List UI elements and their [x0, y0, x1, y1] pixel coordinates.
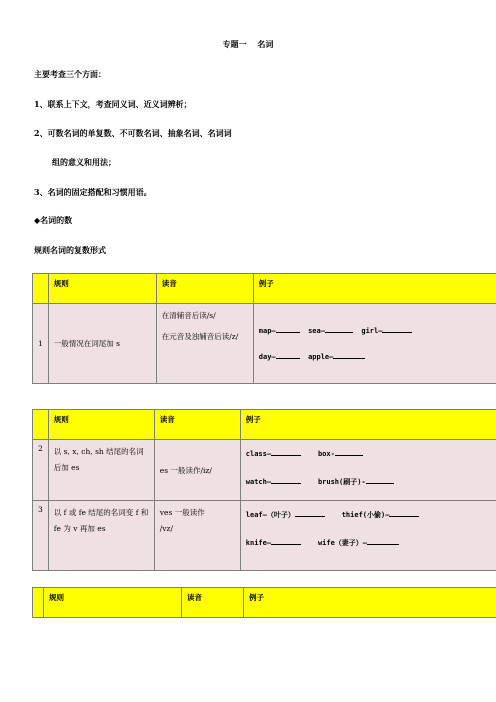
answer-blank[interactable]	[271, 537, 301, 545]
table3-example-header: 例子	[244, 588, 496, 618]
example-knife: knife—	[245, 539, 272, 547]
example-class: class—	[245, 450, 272, 458]
answer-blank[interactable]	[276, 325, 300, 333]
example-watch: watch—	[245, 478, 272, 486]
answer-blank[interactable]	[271, 476, 301, 484]
table1-examples	[253, 304, 496, 384]
table1-pron-header: 读音	[156, 274, 253, 304]
intro-item-2-cont: 组的意义和用法；	[52, 157, 116, 167]
table2-row2-pron-2: /vz/	[159, 524, 174, 533]
example-wife: wife（妻子）—	[317, 539, 368, 547]
section-heading: ◆名词的数	[34, 215, 73, 225]
table1-num-header	[33, 274, 49, 304]
example-sea: sea—	[308, 326, 325, 335]
intro-item-1: 1、联系上下文，考查同义词、近义词辨析；	[34, 99, 192, 109]
plural-rules-table-2	[32, 409, 496, 571]
example-day: day—	[258, 352, 276, 361]
table3-num-header	[33, 588, 44, 618]
table2-rule-header: 规则	[48, 410, 154, 440]
table2-row1-pron: es 一般读作/iz/	[154, 440, 240, 501]
table2-row2-pron	[154, 501, 240, 571]
example-girl: girl—	[361, 326, 383, 335]
answer-blank[interactable]	[271, 448, 301, 456]
answer-blank[interactable]	[389, 509, 419, 517]
answer-blank[interactable]	[333, 351, 365, 359]
table2-row2-pron-1: ves 一般读作	[159, 508, 205, 517]
table1-rule-header: 规则	[48, 274, 156, 304]
answer-blank[interactable]	[276, 351, 300, 359]
intro-item-3: 3、名词的固定搭配和习惯用语。	[34, 187, 152, 197]
intro-item-2: 2、可数名词的单复数、不可数名词、抽象名词、名词词	[34, 128, 232, 138]
table2-row2-num: 3	[33, 501, 49, 571]
table2-row1-num: 2	[33, 440, 49, 501]
example-map: map—	[258, 326, 276, 335]
answer-blank[interactable]	[335, 448, 363, 456]
table2-pron-header: 读音	[154, 410, 240, 440]
table3-rule-header: 规则	[44, 588, 182, 618]
answer-blank[interactable]	[366, 476, 394, 484]
table2-example-header: 例子	[240, 410, 496, 440]
table1-pron-1: 在清辅音后读/s/	[161, 311, 216, 320]
answer-blank[interactable]	[295, 509, 325, 517]
table2-row2-examples	[240, 501, 496, 571]
table1-pron-2: 在元音及浊辅音后读/z/	[161, 332, 239, 341]
plural-rules-table-1	[32, 273, 496, 384]
example-brush: brush(刷子)-	[317, 478, 366, 486]
table2-num-header	[33, 410, 49, 440]
table1-example-header: 例子	[253, 274, 496, 304]
answer-blank[interactable]	[367, 537, 399, 545]
subsection-heading: 规则名词的复数形式	[34, 245, 106, 255]
table2-row1-examples	[240, 440, 496, 501]
table2-row2-rule: 以 f 或 fe 结尾的名词变 f 和 fe 为 v 再加 es	[48, 501, 154, 571]
example-thief: thief(小偷)—	[341, 511, 390, 519]
answer-blank[interactable]	[325, 325, 353, 333]
example-box: box-	[317, 450, 335, 458]
title-part1: 专题一	[222, 39, 247, 49]
title-part2: 名词	[257, 39, 274, 49]
table1-row-num: 1	[33, 304, 49, 384]
table3-pron-header: 读音	[182, 588, 244, 618]
answer-blank[interactable]	[382, 325, 412, 333]
page-title	[0, 39, 496, 50]
example-apple: apple—	[308, 352, 334, 361]
table1-pron	[156, 304, 253, 384]
intro-heading: 主要考查三个方面：	[34, 69, 106, 79]
table1-rule: 一般情况在词尾加 s	[48, 304, 156, 384]
plural-rules-table-3	[32, 587, 496, 618]
table2-row1-rule: 以 s, x, ch, sh 结尾的名词后加 es	[48, 440, 154, 501]
example-leaf: leaf—（叶子）	[245, 511, 295, 519]
